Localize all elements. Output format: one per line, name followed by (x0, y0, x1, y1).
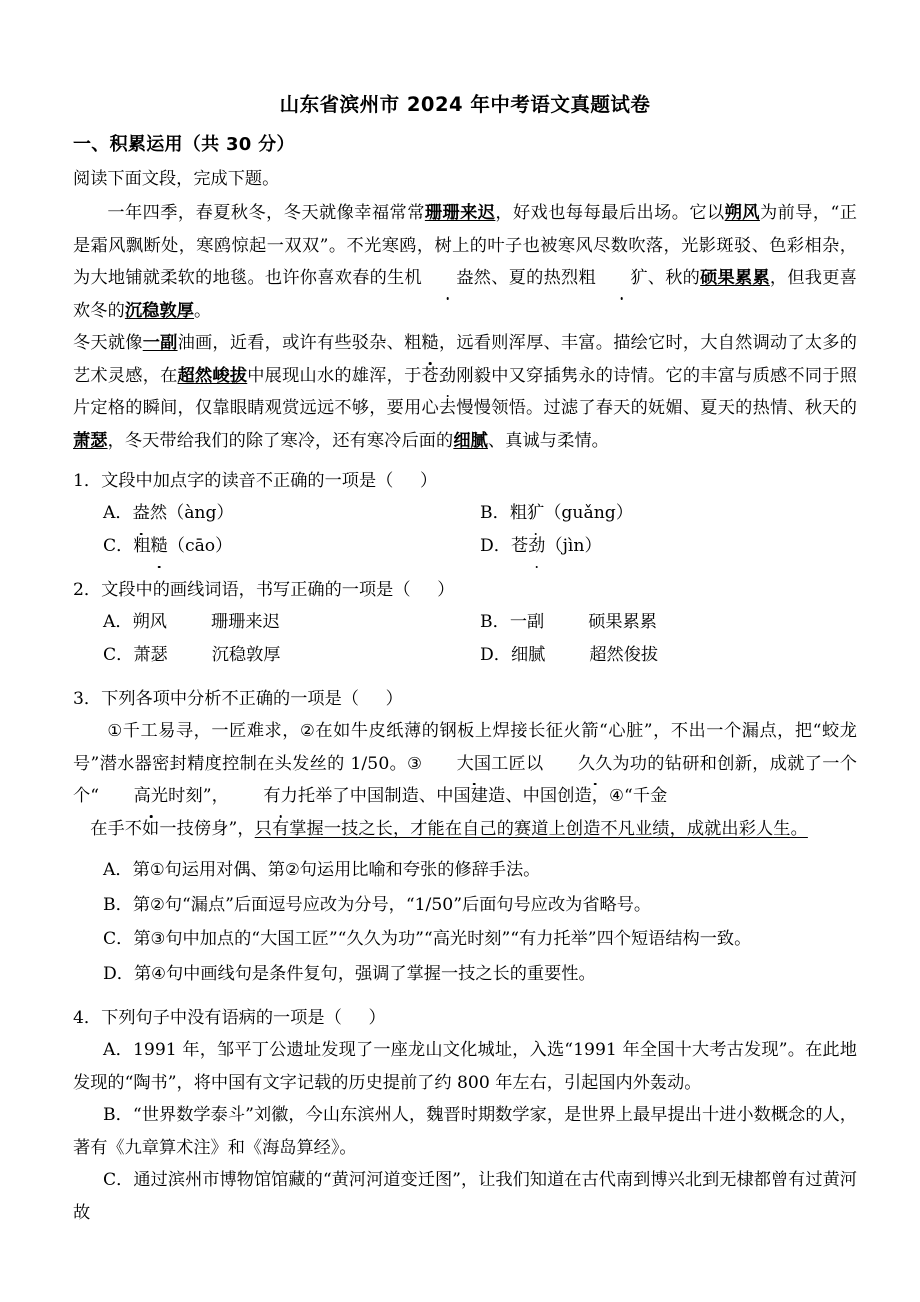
passage-paragraph-2 (73, 327, 857, 457)
material-text: 了中国制造、中国建造、中国创造， (332, 786, 610, 807)
passage-text: ，远看则浑厚、丰富。描绘它时，大自然调动了太多的艺术灵感，在 (73, 333, 858, 386)
underlined-word-xini: 细腻 (453, 430, 488, 451)
option-letter: D． (480, 645, 511, 666)
passage-text: 然、夏的热烈粗 (473, 268, 596, 289)
underlined-word-shuofeng: 朔风 (724, 203, 760, 224)
option-text-post: （cāo） (167, 536, 233, 557)
passage-text: 、真诚与柔情。 (487, 430, 609, 451)
passage-text: 油画，近看，或许有些驳杂、粗 (177, 333, 422, 354)
passage-paragraph-1 (73, 197, 857, 327)
circled-number-3-icon: ③ (407, 753, 423, 773)
dotted-char: 盎 (133, 497, 150, 530)
circled-number-1-icon: ① (149, 860, 165, 880)
passage-text: 一年四季，春夏秋冬，冬天就像幸福常常 (107, 203, 425, 224)
question-text: 下列各项中分析不正确的一项是（ (101, 689, 359, 710)
material-text: “千金 (623, 786, 668, 807)
passage-text: 、秋的 (647, 268, 701, 289)
question-4-option-a[interactable] (73, 1034, 857, 1099)
circled-number-2-icon: ② (150, 894, 165, 914)
material-text: ”， (202, 786, 229, 807)
question-number: 2． (73, 580, 102, 601)
dotted-char: 糙 (151, 530, 168, 563)
option-text-post: 句运用比喻和夸张的修辞手法。 (299, 860, 541, 881)
question-text-tail: ） (437, 580, 455, 601)
option-text-pre: 粗 (509, 503, 528, 524)
question-text-tail: ） (368, 1008, 386, 1029)
option-letter: D． (480, 536, 511, 557)
material-text: 的钻研和创新，成就了一个个“ (73, 753, 857, 807)
question-2-option-b[interactable] (480, 606, 857, 639)
dotted-phrase-daguogongjiang: 大国工匠 (422, 748, 526, 781)
option-text (511, 639, 857, 672)
option-text (511, 530, 857, 563)
dotted-phrase-gaoguangshike: 高光时刻 (99, 780, 203, 813)
question-2-option-a[interactable] (103, 606, 480, 639)
dotted-char-ang: 盎 (422, 262, 474, 295)
option-text-post: （guǎng） (544, 503, 634, 524)
option-text-post: 然（àng） (149, 503, 234, 524)
circled-number-2-icon: ② (284, 860, 300, 880)
option-word-2: 沉稳敦厚 (211, 645, 281, 666)
question-3-option-b[interactable] (73, 888, 857, 923)
question-2-stem (73, 574, 857, 606)
option-text-pre: 粗 (133, 536, 151, 557)
option-text (133, 639, 480, 672)
question-3-option-c[interactable] (73, 922, 857, 957)
question-text: 文段中的画线词语，书写正确的一项是（ (101, 580, 411, 601)
option-word-1: 细腻 (510, 645, 546, 666)
material-text: 千工易寻，一匠难求， (122, 721, 301, 742)
option-text (510, 606, 857, 639)
circled-number-4-icon: ④ (609, 786, 624, 806)
section-heading-part-one: 一、积累运用（共 30 分） (73, 134, 295, 156)
question-2-options-row-1 (73, 606, 857, 639)
question-4-option-c[interactable] (73, 1164, 857, 1229)
option-text (133, 530, 480, 563)
question-2-options-row-2 (73, 639, 857, 672)
question-3-option-d[interactable] (73, 957, 857, 992)
passage-text: ，好戏也每每最后出场。它以 (495, 203, 725, 224)
dotted-phrase-jiujiuweigong: 久久为功 (543, 748, 647, 781)
dotted-phrase-youlituoju: 有力托举 (229, 780, 333, 813)
option-text: 1991 年，邹平丁公遗址发现了一座龙山文化城址，入选“1991 年全国十大考古发现”。在此地发现的“陶书”，将中国有文字记载的历史提前了约 800 年左右，引起国内外轰动。 (73, 1040, 857, 1093)
question-2-option-c[interactable] (103, 639, 480, 672)
circled-number-2-icon: ② (300, 721, 316, 741)
circled-number-3-icon: ③ (150, 929, 166, 949)
dotted-char-jin: 劲 (439, 360, 456, 393)
question-4-option-b[interactable] (73, 1099, 857, 1164)
option-word-1: 朔风 (132, 612, 167, 633)
option-letter: A． (103, 1040, 133, 1061)
material-text: 在如牛皮纸薄的钢板上焊接长征火箭“心脏”，不出一个漏点，把“蛟龙号”潜水器密封精度控制在头发丝的 1/50。 (73, 721, 857, 774)
question-number: 3． (73, 689, 102, 710)
option-letter: A． (103, 503, 133, 524)
option-letter: B． (103, 1105, 133, 1126)
underlined-word-xiaose: 萧瑟 (73, 430, 108, 451)
option-text-mid: 句运用对偶、第 (164, 860, 285, 881)
option-letter: C． (103, 1170, 134, 1191)
passage-text: 。 (194, 300, 212, 321)
option-text-post: 句“漏点”后面逗号应改为分号，“1/50”后面句号应改为省略号。 (164, 894, 652, 915)
option-letter: C． (103, 536, 134, 557)
question-number: 4． (73, 1008, 102, 1029)
option-text-post: 句中画线句是条件复句，强调了掌握一技之长的重要性。 (165, 963, 596, 984)
underlined-word-chaoranjunba: 超然峻拔 (177, 365, 248, 386)
option-letter: D． (103, 963, 134, 984)
option-text-pre: 第 (133, 963, 152, 984)
option-text-post: 句中加点的“大国工匠”“久久为功”“高光时刻”“有力托举”四个短语结构一致。 (165, 929, 752, 950)
question-1-stem (73, 465, 857, 497)
option-word-2: 硕果累累 (588, 612, 657, 633)
question-1-option-d[interactable] (480, 530, 857, 563)
passage-text: ，但我更喜欢冬的 (73, 268, 857, 321)
passage-text: 冬天就像 (73, 333, 143, 354)
material-text: 在手不如一技傍身”， (90, 818, 255, 839)
question-text: 文段中加点字的读音不正确的一项是（ (101, 471, 394, 492)
option-letter: A． (103, 612, 133, 633)
question-number: 1． (73, 471, 102, 492)
question-1-options-row-2 (73, 530, 857, 563)
passage-text: 刚毅中又穿插隽永的诗情。它的丰富与质感不同于照片定格的瞬间，仅靠眼睛观赏远远不够，要用心去慢慢领悟。过滤了春天的妩媚、夏天的热情、秋天的 (73, 365, 857, 419)
question-1-option-c[interactable] (103, 530, 480, 563)
question-4-stem (73, 1002, 857, 1034)
question-3-material-paragraph-continued (73, 813, 857, 846)
underlined-word-chenwendunhou: 沉稳敦厚 (124, 300, 195, 321)
underlined-word-shanshanlaichi: 珊珊来迟 (424, 203, 496, 224)
option-text-pre: 第 (132, 860, 150, 881)
option-letter: A． (103, 860, 133, 881)
option-text-pre: 第 (132, 894, 151, 915)
option-word-2: 珊珊来迟 (211, 612, 280, 633)
option-letter: B． (480, 503, 510, 524)
option-letter: C． (103, 645, 134, 666)
option-text (133, 497, 480, 530)
question-1-option-b[interactable] (480, 497, 857, 530)
material-text: 以 (525, 753, 544, 774)
page-title: 山东省滨州市 2024 年中考语文真题试卷 (279, 93, 651, 116)
circled-number-4-icon: ④ (151, 963, 166, 983)
option-word-1: 萧瑟 (133, 645, 168, 666)
passage-text: ，冬天带给我们的除了寒冷，还有寒冷后面的 (107, 430, 454, 451)
question-3-material-paragraph (73, 715, 857, 813)
option-letter: C． (103, 929, 134, 950)
circled-number-1-icon: ① (107, 721, 123, 741)
underlined-sentence: 只有掌握一技之长，才能在自己的赛道上创造不凡业绩，成就出彩人生。 (254, 818, 808, 839)
question-1-options-row-1 (73, 497, 857, 530)
option-text-pre: 第 (133, 929, 151, 950)
option-text (133, 606, 480, 639)
question-2-option-d[interactable] (480, 639, 857, 672)
option-word-2: 超然俊拔 (589, 645, 659, 666)
question-1-option-a[interactable] (103, 497, 480, 530)
option-word-1: 一副 (509, 612, 545, 633)
dotted-char-guang: 犷 (596, 262, 648, 295)
underlined-word-shuoguoleilei: 硕果累累 (700, 268, 770, 289)
passage-text: 为前导，“正是霜风飘断处，寒鸥惊起一双双”。不光寒鸥，树上的叶子也被寒风尽数吹落，光影斑驳、色彩相杂，为大地铺就柔软的地毯。也许你喜欢春的生机 (73, 203, 858, 289)
reading-instruction: 阅读下面文段，完成下题。 (73, 169, 280, 190)
underlined-word-yifu: 一副 (142, 333, 178, 354)
question-text-tail: ） (385, 689, 403, 710)
option-text: 通过滨州市博物馆馆藏的“黄河河道变迁图”，让我们知道在古代南到博兴北到无棣都曾有过黄河故 (73, 1170, 857, 1223)
page-content (73, 92, 857, 1229)
passage-text: 中展现山水的雄浑，于苍 (247, 365, 439, 386)
option-text (510, 497, 857, 530)
option-text-post: （jìn） (545, 536, 602, 557)
dotted-char: 劲 (528, 530, 545, 563)
option-text: “世界数学泰斗”刘徽，今山东滨州人，魏晋时期数学家，是世界上最早提出十进小数概念的人，著有《九章算术注》和《海岛算经》。 (73, 1105, 857, 1158)
dotted-char: 犷 (527, 497, 544, 530)
dotted-char-cao: 糙 (422, 327, 439, 360)
option-letter: B． (103, 894, 133, 915)
question-text: 下列句子中没有语病的一项是（ (101, 1008, 342, 1029)
question-3-stem (73, 683, 857, 715)
option-text-pre: 苍 (510, 536, 529, 557)
option-letter: B． (480, 612, 510, 633)
question-text-tail: ） (420, 471, 438, 492)
question-3-option-a[interactable] (73, 853, 857, 888)
